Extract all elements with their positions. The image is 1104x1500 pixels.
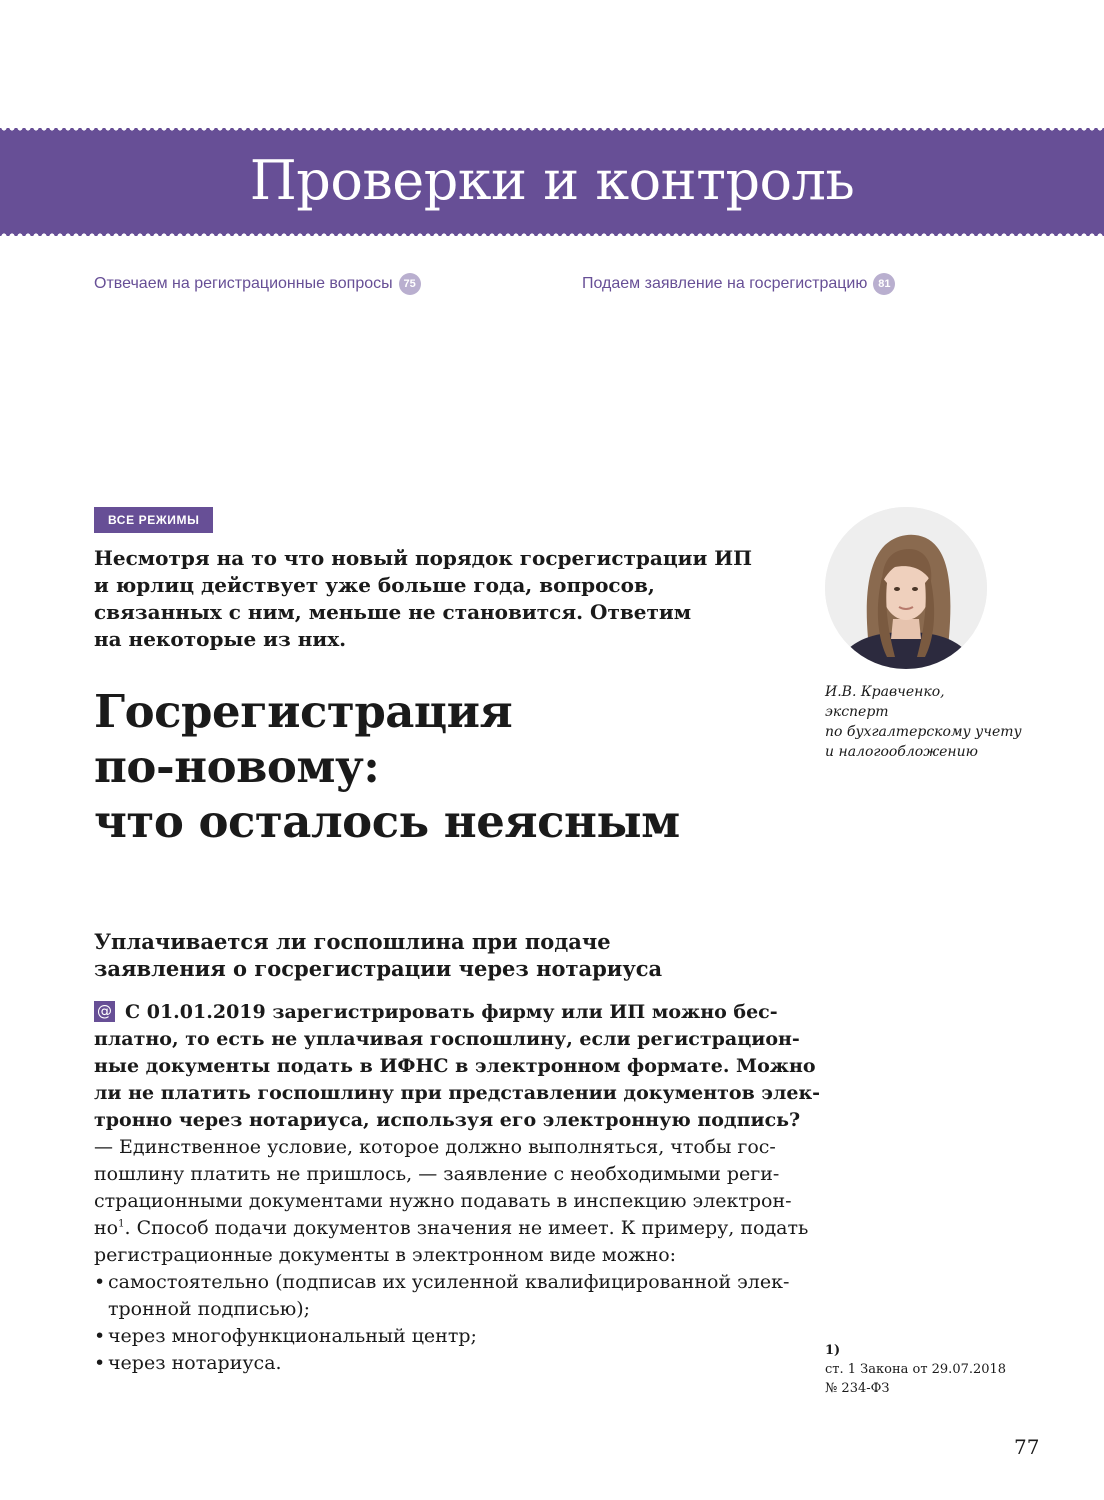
author-role: по бухгалтерскому учету [825,724,1022,740]
headline-line: Госрегистрация [94,685,513,738]
question-line: ли не платить госпошлину при представлении документов элек- [94,1082,821,1104]
cross-ref-label: Отвечаем на регистрационные вопросы [94,275,393,292]
author-credit [825,682,1045,762]
at-sign-icon: @ [94,1001,115,1022]
list-item: • через нотариуса. [94,1350,784,1377]
footnote-ref[interactable]: 1 [118,1218,125,1230]
footnote-line: № 234-ФЗ [825,1381,890,1396]
cross-ref-link-1[interactable] [94,272,421,296]
question-line: платно, то есть не уплачивая госпошлину, если регистрацион- [94,1028,800,1050]
question-line: тронно через нотариуса, используя его электронную подпись? [94,1109,801,1131]
question-title [94,928,662,982]
headline-line: по-новому: [94,740,380,793]
author-role: и налогообложению [825,744,978,760]
category-tag: ВСЕ РЕЖИМЫ [94,507,213,533]
answer-line: страционными документами нужно подавать в инспекцию электрон- [94,1190,792,1212]
page-badge: 75 [399,273,421,295]
page-number: 77 [1014,1435,1040,1459]
answer-line: регистрационные документы в электронном виде можно: [94,1244,677,1266]
footnote [825,1341,1045,1398]
lead-line: на некоторые из них. [94,627,347,651]
question-line: ные документы подать в ИФНС в электронном формате. Можно [94,1055,816,1077]
lead-line: Несмотря на то что новый порядок госрегистрации ИП [94,546,753,570]
author-portrait-icon [825,507,987,669]
list-item: • через многофункциональный центр; [94,1323,784,1350]
answer-line: пошлину платить не пришлось, — заявление с необходимыми реги- [94,1163,780,1185]
qa-body [94,999,821,1377]
author-name: И.В. Кравченко, [825,684,945,700]
lead-line: и юрлиц действует уже больше года, вопросов, [94,573,655,597]
footnote-line: 1) ст. 1 Закона от 29.07.2018 [825,1343,1007,1377]
cross-ref-link-2[interactable] [582,272,895,296]
question-title-line: Уплачивается ли госпошлина при подаче [94,929,611,954]
section-title: Проверки и контроль [249,149,855,212]
answer-line: — Единственное условие, которое должно выполняться, чтобы гос- [94,1136,776,1158]
question-title-line: заявления о госрегистрации через нотариуса [94,956,663,981]
article-headline [94,684,680,849]
lead-line: связанных с ним, меньше не становится. Ответим [94,600,692,624]
article-lead [94,545,784,653]
page-badge: 81 [873,273,895,295]
cross-ref-label: Подаем заявление на госрегистрацию [582,275,868,292]
list-item-continuation: тронной подписью); [108,1298,311,1320]
list-item: • самостоятельно (подписав их усиленной квалифицированной элек- [94,1269,784,1296]
question-line: @ С 01.01.2019 зарегистрировать фирму или ИП можно бес- [94,999,784,1026]
author-role: эксперт [825,704,889,720]
answer-line: $но^1$. Способ подачи документов значения не имеет. К примеру, подать [94,1217,809,1239]
headline-line: что осталось неясным [94,795,680,848]
